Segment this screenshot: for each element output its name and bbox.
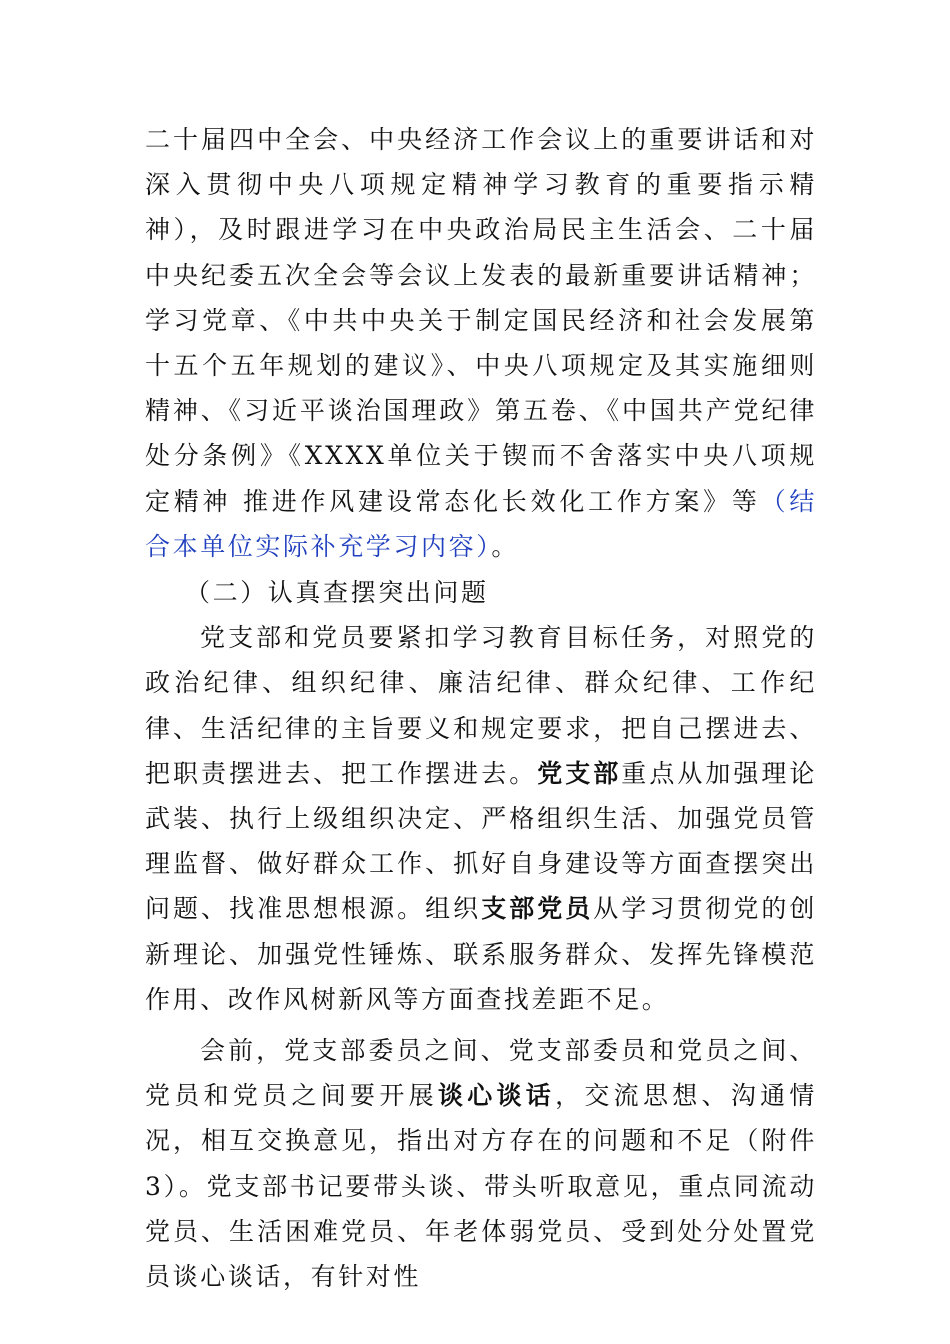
branch-members-emphasis: 支部党员	[481, 894, 594, 924]
study-content-paragraph	[145, 117, 817, 569]
heart-to-heart-text-1: 会前，党支部委员之间、党支部委员和党员之间、党员和党员之间要开展	[145, 1036, 817, 1111]
heart-to-heart-text-2: ，交流思想、沟通情况，相互交换意见，指出对方存在的问题和不足（附件3）。党支部书记要带头谈、带头听取意见，重点同流动党员、生活困难党员、年老体弱党员、受到处分处置党员谈心谈话，有针对性	[145, 1081, 817, 1292]
heart-to-heart-paragraph	[145, 1028, 817, 1299]
supplement-note: （结合本单位实际补充学习内容）	[145, 486, 817, 561]
problem-check-paragraph	[145, 615, 817, 1022]
study-content-text: 二十届四中全会、中央经济工作会议上的重要讲话和对深入贯彻中央八项规定精神学习教育的重要指示精神），及时跟进学习在中央政治局民主生活会、二十届中央纪委五次全会等会议上发表的最新重要讲话精神；学习党章、《中共中央关于制定国民经济和社会发展第十五个五年规划的建议》、中央八项规定及其实施细则精神、《习近平谈治国理政》第五卷、《中国共产党纪律处分条例》《XXXX单位关于锲而不舍落实中央八项规定精神 推进作风建设常态化长效化工作方案》等	[145, 125, 817, 516]
problem-check-text-1: 党支部和党员要紧扣学习教育目标任务，对照党的政治纪律、组织纪律、廉洁纪律、群众纪律、工作纪律、生活纪律的主旨要义和规定要求，把自己摆进去、把职责摆进去、把工作摆进去。	[145, 623, 817, 788]
party-branch-emphasis: 党支部	[537, 758, 622, 788]
problem-check-text-3: 从学习贯彻党的创新理论、加强党性锤炼、联系服务群众、发挥先锋模范作用、改作风树新风等方面查找差距不足。	[145, 894, 817, 1014]
heart-to-heart-emphasis: 谈心谈话	[437, 1081, 556, 1111]
section-heading-2: （二）认真查摆突出问题	[185, 578, 489, 608]
problem-check-text-2: 重点从加强理论武装、执行上级组织决定、严格组织生活、加强党员管理监督、做好群众工作、抓好自身建设等方面查摆突出问题、找准思想根源。组织	[145, 758, 817, 924]
document-page	[145, 117, 817, 1299]
paragraph-end: 。	[491, 531, 519, 561]
